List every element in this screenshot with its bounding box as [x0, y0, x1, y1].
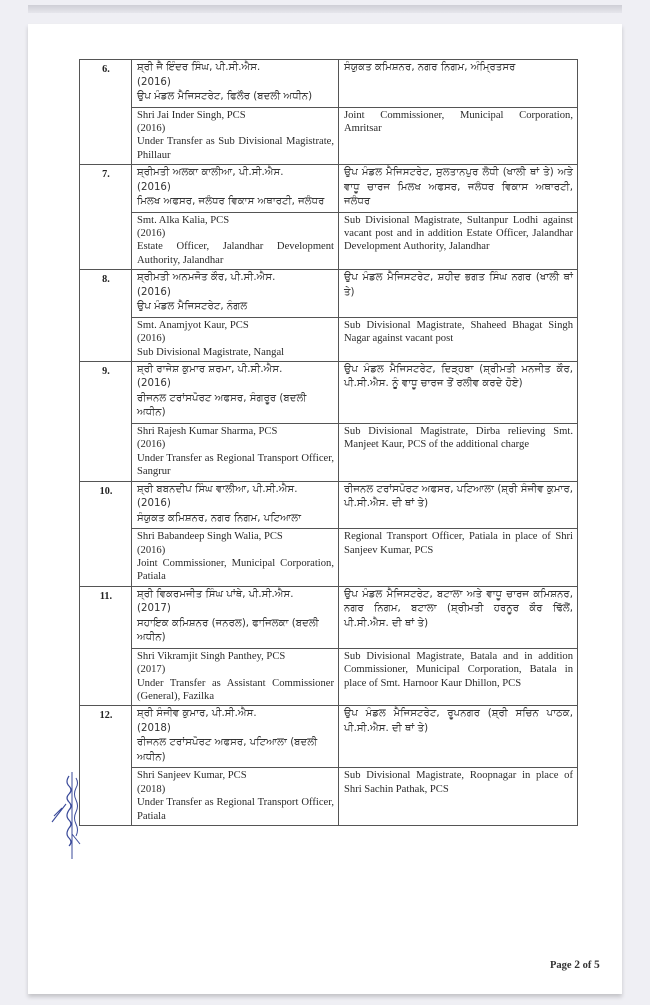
officer-name-punjabi: ਸ਼੍ਰੀ ਬਬਨਦੀਪ ਸਿੰਘ ਵਾਲੀਆ, ਪੀ.ਸੀ.ਐਸ.	[137, 483, 298, 495]
table-row-punjabi	[80, 586, 578, 648]
serial-number: 8.	[80, 270, 132, 362]
officer-name-punjabi: ਸ਼੍ਰੀ ਰਾਜੇਸ਼ ਕੁਮਾਰ ਸ਼ਰਮਾ, ਪੀ.ਸੀ.ਐਸ.	[137, 363, 283, 375]
serial-number: 12.	[80, 706, 132, 826]
officer-cell-punjabi	[132, 481, 339, 529]
officer-cell-punjabi	[132, 361, 339, 423]
officer-cell-punjabi	[132, 706, 339, 768]
current-posting-english: Under Transfer as Sub Divisional Magistrate, Phillaur	[137, 136, 334, 161]
new-posting-punjabi: ਸੰਯੁਕਤ ਕਮਿਸ਼ਨਰ, ਨਗਰ ਨਿਗਮ, ਅੰਮ੍ਰਿਤਸਰ	[339, 60, 578, 108]
serial-number: 7.	[80, 165, 132, 270]
batch-year: (2016)	[137, 378, 171, 390]
officer-cell-punjabi	[132, 60, 339, 108]
current-posting-punjabi: ਰੀਜਨਲ ਟਰਾਂਸਪੋਰਟ ਅਫਸਰ, ਪਟਿਆਲਾ (ਬਦਲੀ ਅਧੀਨ)	[137, 737, 318, 763]
table-row-punjabi	[80, 481, 578, 529]
new-posting-english: Joint Commissioner, Municipal Corporation, Amritsar	[339, 107, 578, 165]
officer-cell-english	[132, 212, 339, 270]
officer-cell-english	[132, 317, 339, 361]
new-posting-punjabi: ਉਪ ਮੰਡਲ ਮੈਜਿਸਟਰੇਟ, ਰੂਪਨਗਰ (ਸ਼੍ਰੀ ਸਚਿਨ ਪਾਠਕ, ਪੀ.ਸੀ.ਐਸ. ਦੀ ਥਾਂ ਤੇ)	[339, 706, 578, 768]
table-row-english	[80, 212, 578, 270]
new-posting-english: Sub Divisional Magistrate, Sultanpur Lodhi against vacant post and in addition Estate Officer, Jalandhar Development Authority, Jalandhar	[339, 212, 578, 270]
new-posting-english: Regional Transport Officer, Patiala in place of Shri Sanjeev Kumar, PCS	[339, 529, 578, 587]
page-of-label: of	[582, 960, 592, 971]
officer-cell-english	[132, 423, 339, 481]
batch-year: (2016)	[137, 439, 166, 451]
table-row-english	[80, 768, 578, 826]
new-posting-punjabi: ਉਪ ਮੰਡਲ ਮੈਜਿਸਟਰੇਟ, ਬਟਾਲਾ ਅਤੇ ਵਾਧੂ ਚਾਰਜ ਕਮਿਸ਼ਨਰ, ਨਗਰ ਨਿਗਮ, ਬਟਾਲਾ (ਸ਼੍ਰੀਮਤੀ ਹਰਨੂਰ ਕੌਰ ਢਿੱਲੋਂ, ਪੀ.ਸੀ.ਐਸ. ਦੀ ਥਾਂ ਤੇ)	[339, 586, 578, 648]
officer-name-english: Shri Rajesh Kumar Sharma, PCS	[137, 425, 278, 437]
current-posting-english: Sub Divisional Magistrate, Nangal	[137, 346, 285, 358]
current-posting-english: Under Transfer as Regional Transport Officer, Sangrur	[137, 452, 334, 478]
serial-number: 10.	[80, 481, 132, 586]
current-posting-punjabi: ਰੀਜਨਲ ਟਰਾਂਸਪੋਰਟ ਅਫਸਰ, ਸੰਗਰੂਰ (ਬਦਲੀ ਅਧੀਨ)	[137, 392, 307, 419]
batch-year: (2016)	[137, 498, 171, 510]
new-posting-punjabi: ਉਪ ਮੰਡਲ ਮੈਜਿਸਟਰੇਟ, ਸੁਲਤਾਨਪੁਰ ਲੋਧੀ (ਖਾਲੀ ਥਾਂ ਤੇ) ਅਤੇ ਵਾਧੂ ਚਾਰਜ ਮਿਲਖ ਅਫਸਰ, ਜਲੰਧਰ ਵਿਕਾਸ ਅਥਾਰਟੀ, ਜਲੰਧਰ	[339, 165, 578, 213]
page-number	[550, 959, 600, 971]
current-posting-punjabi: ਉਪ ਮੰਡਲ ਮੈਜਿਸਟਰੇਟ, ਫਿਲੌਰ (ਬਦਲੀ ਅਧੀਨ)	[137, 91, 313, 102]
officer-name-english: Smt. Alka Kalia, PCS	[137, 214, 230, 226]
new-posting-english: Sub Divisional Magistrate, Batala and in addition Commissioner, Municipal Corporation, Batala in place of Smt. Harnoor Kaur Dhillon, PCS	[339, 648, 578, 706]
table-row-english	[80, 648, 578, 706]
new-posting-english: Sub Divisional Magistrate, Shaheed Bhagat Singh Nagar against vacant post	[339, 317, 578, 361]
officer-cell-punjabi	[132, 270, 339, 318]
officer-name-punjabi: ਸ਼੍ਰੀਮਤੀ ਅਨਮਜੋਤ ਕੌਰ, ਪੀ.ਸੀ.ਐਸ.	[137, 272, 276, 284]
table-row-punjabi	[80, 60, 578, 108]
table-row-punjabi	[80, 361, 578, 423]
new-posting-punjabi: ਉਪ ਮੰਡਲ ਮੈਜਿਸਟਰੇਟ, ਸ਼ਹੀਦ ਭਗਤ ਸਿੰਘ ਨਗਰ (ਖਾਲੀ ਥਾਂ ਤੇ)	[339, 270, 578, 318]
current-posting-punjabi: ਸਹਾਇਕ ਕਮਿਸ਼ਨਰ (ਜਨਰਲ), ਫਾਜਿਲਕਾ (ਬਦਲੀ ਅਧੀਨ)	[137, 617, 319, 644]
officer-name-english: Shri Babandeep Singh Walia, PCS	[137, 531, 283, 543]
table-row-english	[80, 529, 578, 587]
officer-name-english: Shri Sanjeev Kumar, PCS	[137, 770, 247, 782]
officer-name-punjabi: ਸ਼੍ਰੀ ਸੰਜੀਵ ਕੁਮਾਰ, ਪੀ.ਸੀ.ਐਸ.	[137, 708, 257, 720]
current-posting-english: Joint Commissioner, Municipal Corporation, Patiala	[137, 557, 334, 583]
officer-cell-english	[132, 107, 339, 165]
batch-year: (2016)	[137, 181, 171, 193]
batch-year: (2017)	[137, 603, 171, 615]
batch-year: (2018)	[137, 722, 171, 734]
serial-number: 11.	[80, 586, 132, 706]
officer-name-english: Shri Vikramjit Singh Panthey, PCS	[137, 650, 286, 662]
current-posting-english: Estate Officer, Jalandhar Development Authority, Jalandhar	[137, 241, 334, 266]
serial-number: 6.	[80, 60, 132, 165]
officer-name-punjabi: ਸ਼੍ਰੀ ਵਿਕਰਮਜੀਤ ਸਿੰਘ ਪਾਂਥੇ, ਪੀ.ਸੀ.ਐਸ.	[137, 588, 294, 600]
current-posting-english: Under Transfer as Regional Transport Officer, Patiala	[137, 797, 334, 822]
batch-year: (2016)	[137, 544, 166, 556]
new-posting-punjabi: ਉਪ ਮੰਡਲ ਮੈਜਿਸਟਰੇਟ, ਦਿੜ੍ਹਬਾ (ਸ਼੍ਰੀਮਤੀ ਮਨਜੀਤ ਕੌਰ, ਪੀ.ਸੀ.ਐਸ. ਨੂੰ ਵਾਧੂ ਚਾਰਜ ਤੋਂ ਰਲੀਵ ਕਰਦੇ ਹੋਏ)	[339, 361, 578, 423]
transfer-table	[79, 59, 578, 826]
table-row-punjabi	[80, 706, 578, 768]
batch-year: (2016)	[137, 122, 166, 134]
batch-year: (2017)	[137, 664, 166, 676]
current-posting-english: Under Transfer as Assistant Commissioner (General), Fazilka	[137, 677, 334, 702]
batch-year: (2018)	[137, 783, 166, 795]
viewer-top-shadow	[28, 5, 622, 13]
officer-name-punjabi: ਸ਼੍ਰੀ ਜੈ ਇੰਦਰ ਸਿੰਘ, ਪੀ.ਸੀ.ਐਸ.	[137, 62, 261, 73]
current-posting-punjabi: ਸੰਯੁਕਤ ਕਮਿਸ਼ਨਰ, ਨਗਰ ਨਿਗਮ, ਪਟਿਆਲਾ	[137, 512, 302, 524]
officer-name-english: Shri Jai Inder Singh, PCS	[137, 109, 246, 121]
officer-cell-punjabi	[132, 586, 339, 648]
officer-name-punjabi: ਸ਼੍ਰੀਮਤੀ ਅਲਕਾ ਕਾਲੀਆ, ਪੀ.ਸੀ.ਐਸ.	[137, 167, 284, 179]
new-posting-english: Sub Divisional Magistrate, Dirba relieving Smt. Manjeet Kaur, PCS of the additional charge	[339, 423, 578, 481]
new-posting-english: Sub Divisional Magistrate, Roopnagar in place of Shri Sachin Pathak, PCS	[339, 768, 578, 826]
batch-year: (2016)	[137, 286, 171, 298]
officer-cell-english	[132, 768, 339, 826]
current-posting-punjabi: ਉਪ ਮੰਡਲ ਮੈਜਿਸਟਰੇਟ, ਨੰਗਲ	[137, 301, 248, 313]
table-row-english	[80, 423, 578, 481]
table-row-english	[80, 317, 578, 361]
table-row-english	[80, 107, 578, 165]
page-current: 2	[574, 959, 580, 971]
table-row-punjabi	[80, 165, 578, 213]
signature-image	[42, 764, 82, 864]
current-posting-punjabi: ਮਿਲਖ ਅਫਸਰ, ਜਲੰਧਰ ਵਿਕਾਸ ਅਥਾਰਟੀ, ਜਲੰਧਰ	[137, 196, 325, 208]
page-total: 5	[593, 959, 600, 971]
serial-number: 9.	[80, 361, 132, 481]
batch-year: (2016)	[137, 333, 166, 345]
document-page[interactable]	[28, 24, 622, 994]
table-row-punjabi	[80, 270, 578, 318]
page-label: Page	[550, 960, 572, 971]
batch-year: (2016)	[137, 228, 166, 240]
officer-name-english: Smt. Anamjyot Kaur, PCS	[137, 319, 249, 331]
officer-cell-english	[132, 648, 339, 706]
batch-year: (2016)	[137, 76, 171, 88]
officer-cell-punjabi	[132, 165, 339, 213]
new-posting-punjabi: ਰੀਜਨਲ ਟਰਾਂਸਪੋਰਟ ਅਫਸਰ, ਪਟਿਆਲਾ (ਸ਼੍ਰੀ ਸੰਜੀਵ ਕੁਮਾਰ, ਪੀ.ਸੀ.ਐਸ. ਦੀ ਥਾਂ ਤੇ)	[339, 481, 578, 529]
officer-cell-english	[132, 529, 339, 587]
